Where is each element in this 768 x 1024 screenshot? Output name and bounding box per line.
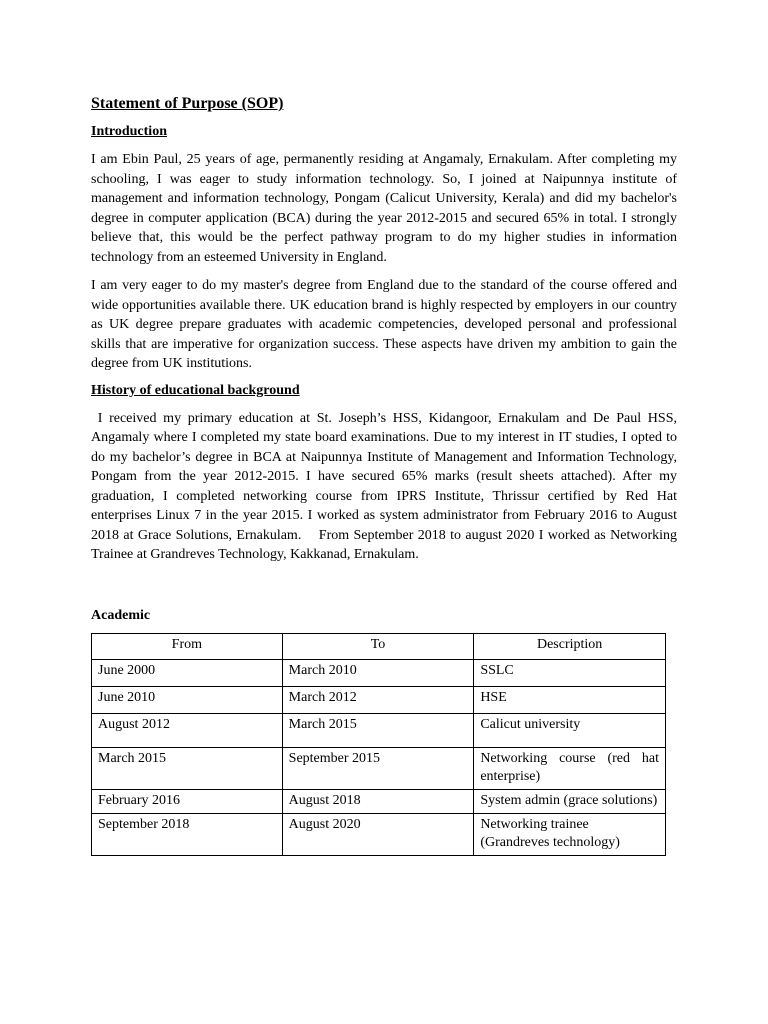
history-heading: History of educational background <box>91 382 300 398</box>
cell-to: August 2020 <box>282 813 474 855</box>
cell-from: March 2015 <box>92 747 283 789</box>
introduction-paragraph-1: I am Ebin Paul, 25 years of age, permanently residing at Angamaly, Ernakulam. After completing my schooling, I was eager to study information technology. So, I joined at Naipunnya institute of management and information technology, Pongam (Calicut University, Kerala) and did my bachelor's degree in computer application (BCA) during the year 2012-2015 and secured 65% in total. I strongly believe that, this would be the perfect pathway program to do my higher studies in information technology from an esteemed University in England. <box>91 152 677 265</box>
table-row <box>92 686 666 713</box>
academic-heading: Academic <box>91 607 151 623</box>
document-title: Statement of Purpose (SOP) <box>91 95 284 112</box>
cell-to: March 2010 <box>282 659 474 686</box>
table-row <box>92 713 666 747</box>
cell-description: Calicut university <box>474 713 666 747</box>
academic-table <box>91 633 666 856</box>
cell-description: System admin (grace solutions) <box>474 789 666 813</box>
document-page <box>91 88 681 856</box>
cell-to: March 2012 <box>282 686 474 713</box>
table-row <box>92 789 666 813</box>
cell-to: March 2015 <box>282 713 474 747</box>
cell-description: SSLC <box>474 659 666 686</box>
table-row <box>92 813 666 855</box>
cell-from: August 2012 <box>92 713 283 747</box>
table-header-row <box>92 633 666 659</box>
cell-to: September 2015 <box>282 747 474 789</box>
cell-from: June 2000 <box>92 659 283 686</box>
cell-from: September 2018 <box>92 813 283 855</box>
cell-description: Networking course (red hat enterprise) <box>474 747 666 789</box>
cell-description: HSE <box>474 686 666 713</box>
introduction-paragraph-2: I am very eager to do my master's degree from England due to the standard of the course offered and wide opportunities available there. UK education brand is highly respected by employers in our country as UK degree prepare graduates with academic competencies, developed personal and professional skills that are imperative for organization success. These aspects have driven my ambition to gain the degree from UK institutions. <box>91 278 677 371</box>
table-row <box>92 659 666 686</box>
history-paragraph: I received my primary education at St. Joseph’s HSS, Kidangoor, Ernakulam and De Paul HSS, Angamaly where I completed my state board examinations. Due to my interest in IT studies, I opted to do my bachelor’s degree in BCA at Naipunnya Institute of Management and Information Technology, Pongam from the year 2012-2015. I have secured 65% marks (result sheets attached). After my graduation, I completed networking course from IPRS Institute, Thrissur certified by Red Hat enterprises Linux 7 in the year 2015. I worked as system administrator from February 2016 to August 2018 at Grace Solutions, Ernakulam. From September 2018 to august 2020 I worked as Networking Trainee at Grandreves Technology, Kakkanad, Ernakulam. <box>91 410 681 562</box>
cell-from: February 2016 <box>92 789 283 813</box>
cell-from: June 2010 <box>92 686 283 713</box>
cell-description: Networking trainee (Grandreves technology) <box>474 813 666 855</box>
introduction-heading: Introduction <box>91 124 167 139</box>
column-header-from: From <box>92 633 283 659</box>
table-row <box>92 747 666 789</box>
cell-to: August 2018 <box>282 789 474 813</box>
column-header-description: Description <box>474 633 666 659</box>
column-header-to: To <box>282 633 474 659</box>
